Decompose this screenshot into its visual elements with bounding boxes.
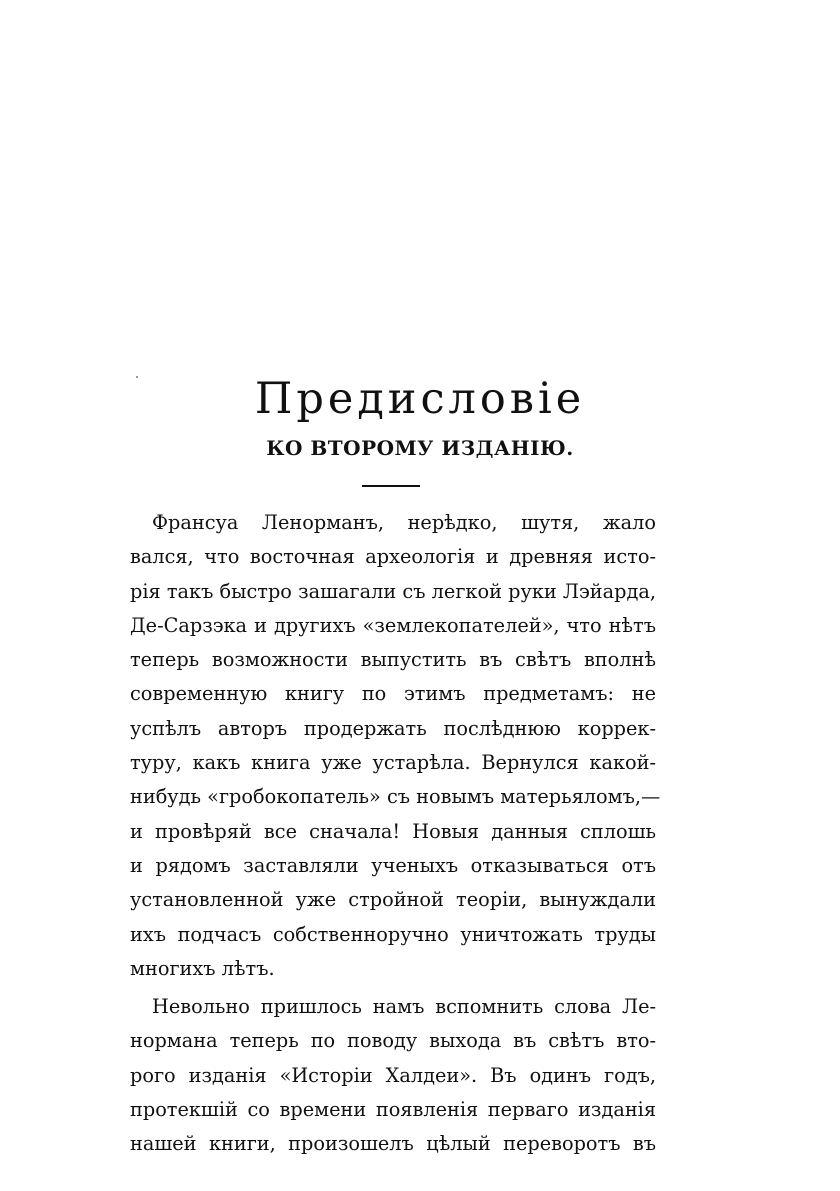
title-divider [362, 485, 420, 487]
text-line: нашей книги, произошелъ цѣлый переворотъ въ [130, 1132, 656, 1156]
text-line: Де-Сарзэка и другихъ «землекопателей», что нѣтъ [130, 613, 656, 637]
text-line: современную книгу по этимъ предметамъ: не [130, 682, 656, 706]
paragraph-2 [130, 990, 656, 1161]
text-line: теперь возможности выпустить въ свѣтъ вполнѣ [130, 648, 656, 672]
paragraph-1 [130, 506, 661, 986]
text-line: нибудь «гробокопатель» съ новымъ матерьяломъ,— [130, 785, 661, 809]
text-line: многихъ лѣтъ. [130, 956, 275, 980]
text-line: рія такъ быстро зашагали съ легкой руки Лэйарда, [130, 579, 656, 603]
body-text [130, 506, 661, 1162]
page-title: Предисловіе [254, 374, 586, 424]
text-line: успѣлъ авторъ продержать послѣднюю коррек- [130, 716, 656, 740]
text-line: установленной уже стройной теоріи, вынуждали [130, 888, 656, 912]
text-line: рого изданія «Исторіи Халдеи». Въ одинъ годъ, [130, 1063, 656, 1087]
text-line: вался, что восточная археологія и древняя исто- [130, 545, 656, 569]
text-line: ихъ подчасъ собственноручно уничтожать труды [130, 922, 656, 946]
text-line: и рядомъ заставляли ученыхъ отказываться отъ [130, 853, 656, 877]
text-line: протекшій со времени появленія перваго изданія [130, 1098, 656, 1122]
text-line: и провѣряй все сначала! Новыя данныя сплошь [130, 819, 656, 843]
text-line: Франсуа Ленорманъ, нерѣдко, шутя, жало [152, 511, 656, 534]
text-line: нормана теперь по поводу выхода въ свѣтъ вто- [130, 1029, 656, 1053]
text-line: туру, какъ книга уже устарѣла. Вернулся какой- [130, 751, 656, 775]
text-line: Невольно пришлось намъ вспомнить слова Ле- [152, 995, 656, 1019]
page-subtitle: КО ВТОРОМУ ИЗДАНІЮ. [266, 436, 574, 460]
